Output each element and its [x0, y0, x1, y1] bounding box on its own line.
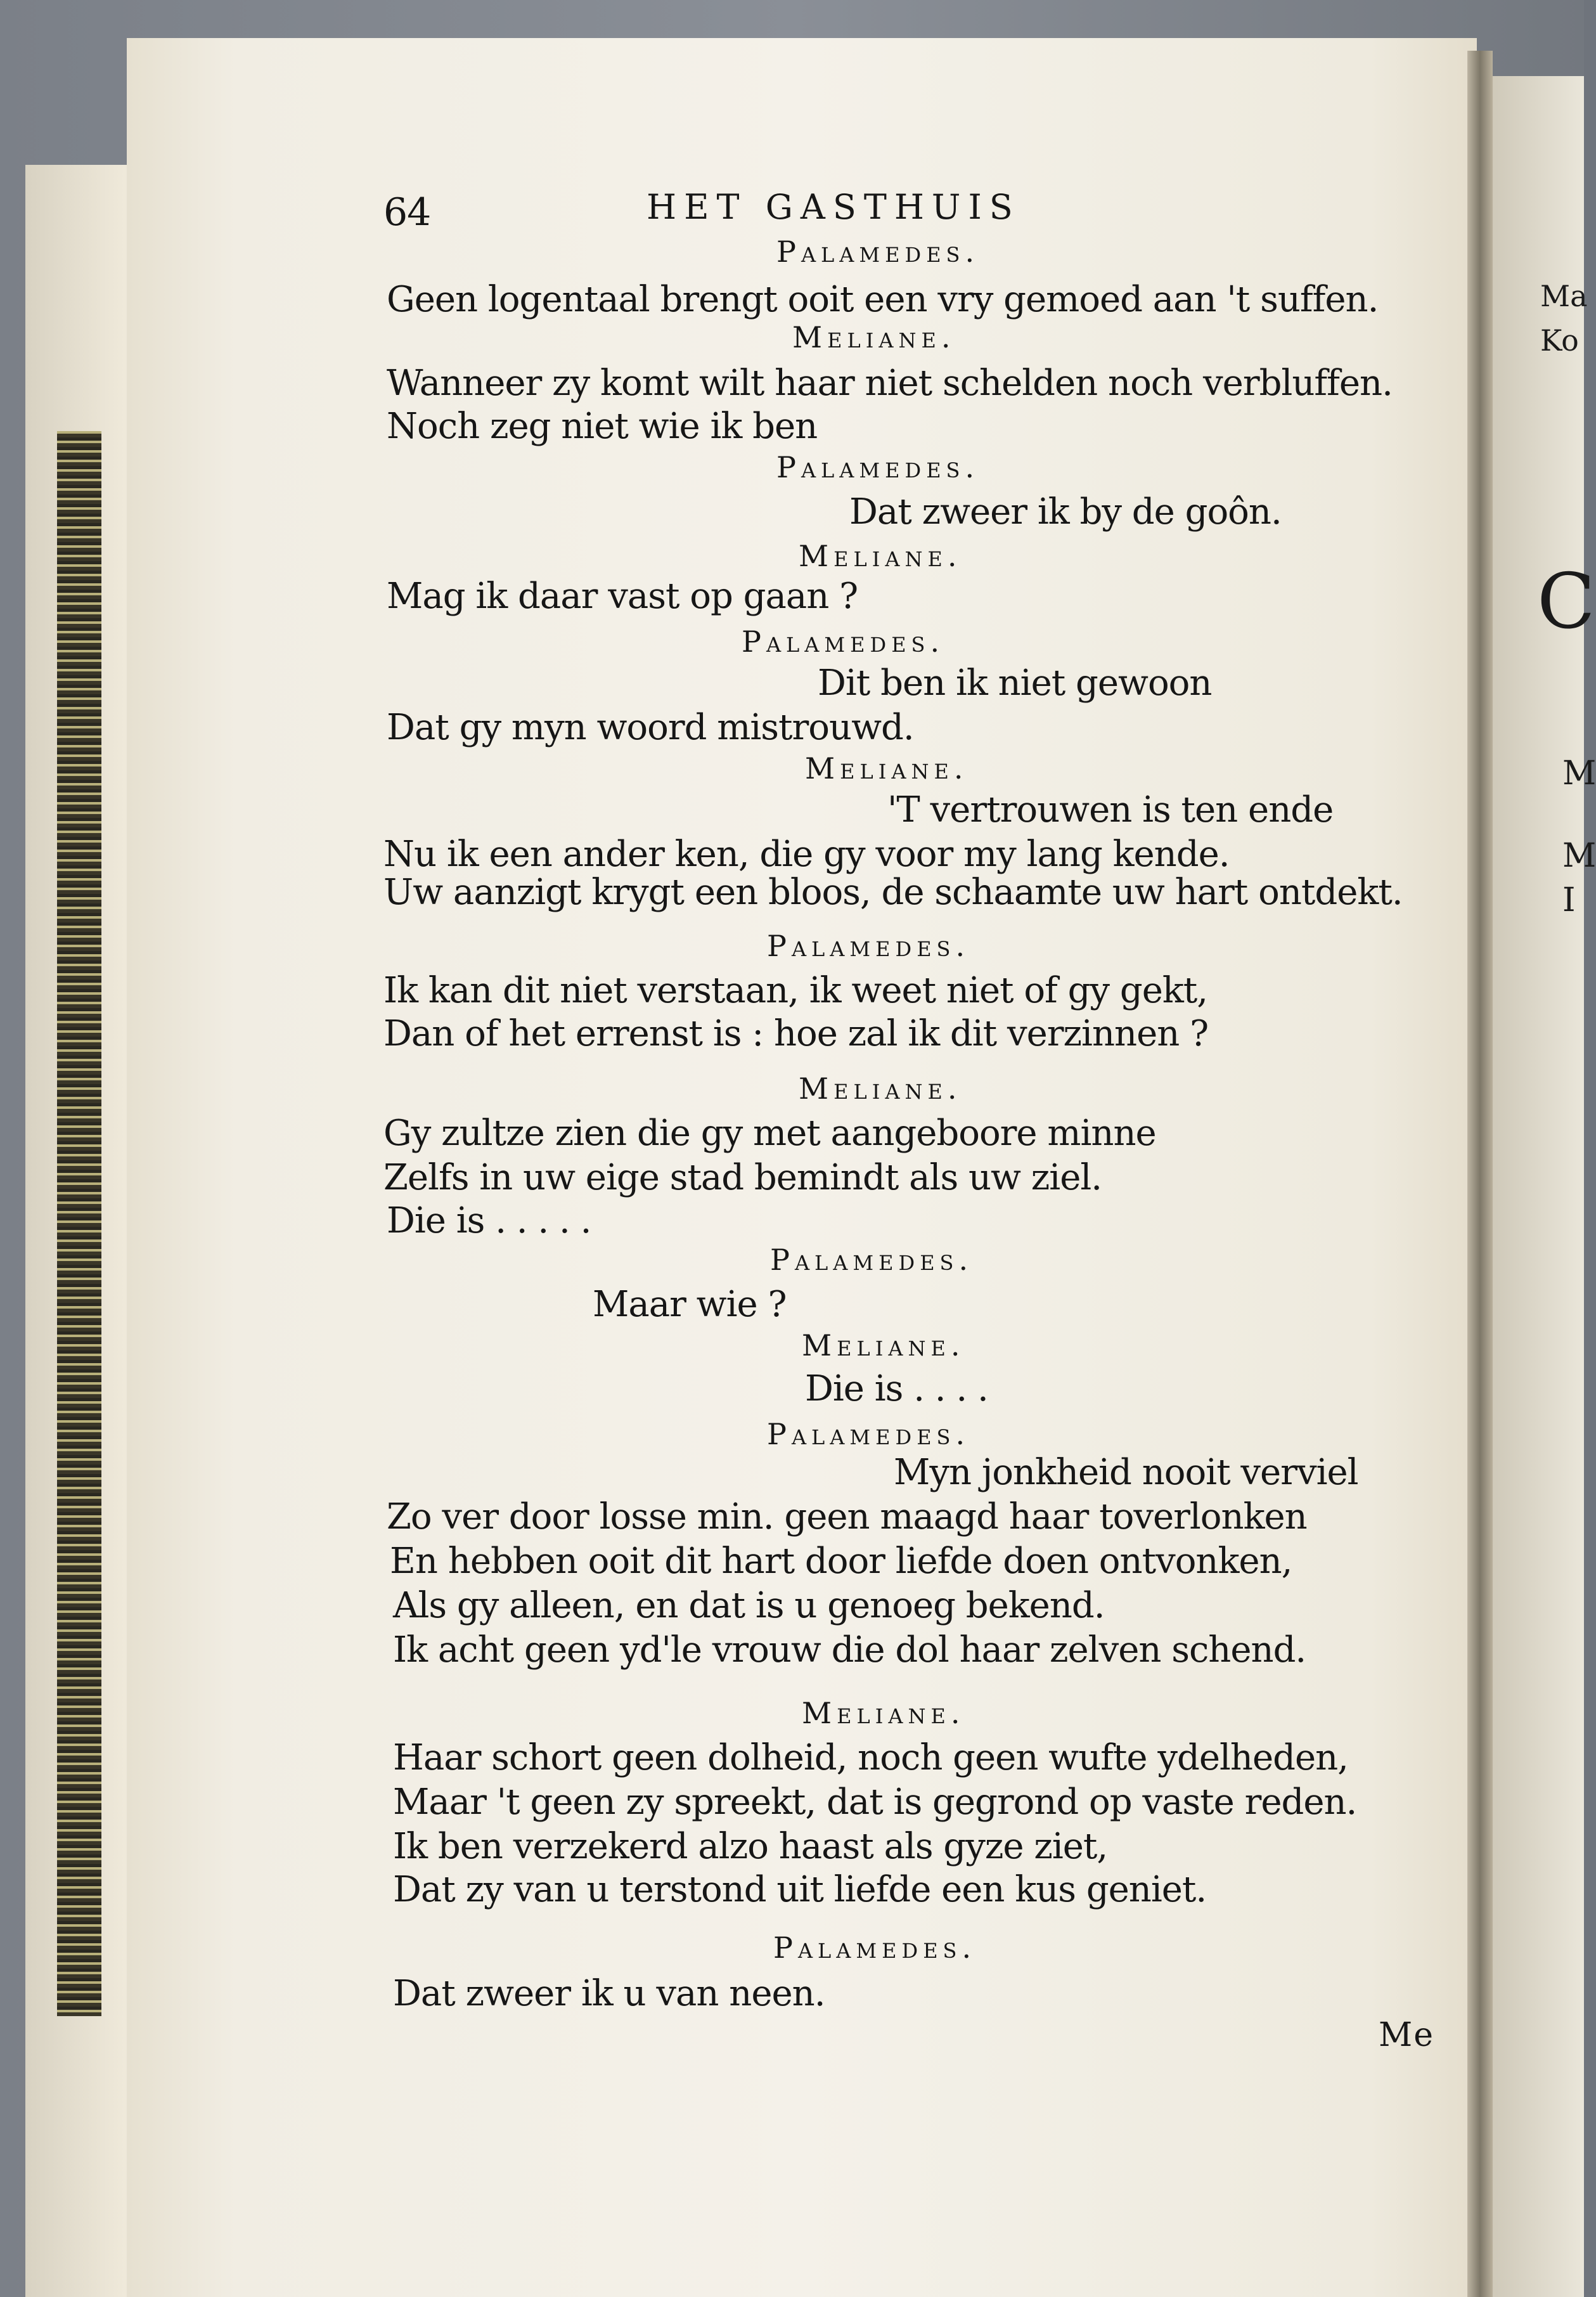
verse-line: Die is . . . . . [387, 1200, 591, 1241]
facing-page-fragment: M [1562, 754, 1596, 793]
facing-page-fragment: C [1537, 558, 1595, 646]
verse-line: Dan of het errenst is : hoe zal ik dit verzinnen ? [383, 1013, 1209, 1054]
verse-line: Ik kan dit niet verstaan, ik weet niet of gy gekt, [383, 970, 1208, 1011]
verse-line: Wanneer zy komt wilt haar niet schelden noch verbluffen. [387, 363, 1393, 404]
verse-line: Dat gy myn woord mistrouwd. [387, 707, 914, 748]
verse-line: Dat zweer ik u van neen. [393, 1973, 825, 2014]
speaker-name: Palamedes. [770, 1243, 974, 1277]
facing-page-fragment: Ko [1540, 323, 1579, 358]
verse-line: Nu ik een ander ken, die gy voor my lang kende. [383, 834, 1230, 875]
facing-page-fragment: Ma [1540, 279, 1588, 313]
facing-page-fragment: I [1562, 881, 1576, 919]
verse-line: Myn jonkheid nooit verviel [894, 1452, 1358, 1493]
verse-line: Zo ver door losse min. geen maagd haar toverlonken [387, 1496, 1307, 1537]
speaker-name: Palamedes. [767, 929, 970, 963]
verse-line: Zelfs in uw eige stad bemindt als uw ziel. [383, 1157, 1102, 1198]
verse-line: Maar 't geen zy spreekt, dat is gegrond op vaste reden. [393, 1782, 1357, 1823]
verse-line: Dat zweer ik by de goôn. [849, 491, 1282, 533]
verse-line: Ik acht geen yd'le vrouw die dol haar zelven schend. [393, 1629, 1306, 1671]
speaker-name: Palamedes. [767, 1417, 970, 1451]
verse-line: Die is . . . . [805, 1368, 988, 1409]
verse-line: Geen logentaal brengt ooit een vry gemoed aan 't suffen. [387, 279, 1379, 320]
verse-line: Dit ben ik niet gewoon [818, 663, 1212, 704]
page-edge-stripe [57, 431, 101, 2016]
facing-page [1493, 76, 1584, 2297]
speaker-name: Meliane. [802, 1328, 965, 1362]
running-head: HET GASTHUIS [647, 187, 1020, 227]
speaker-name: Meliane. [799, 539, 962, 573]
book-gutter [1467, 51, 1493, 2297]
speaker-name: Meliane. [805, 751, 969, 786]
verse-line: Gy zultze zien die gy met aangeboore minne [383, 1113, 1156, 1154]
speaker-name: Palamedes. [776, 235, 980, 269]
verse-line: Mag ik daar vast op gaan ? [387, 576, 858, 617]
verse-line: Ik ben verzekerd alzo haast als gyze ziet, [393, 1826, 1108, 1867]
verse-line: Dat zy van u terstond uit liefde een kus geniet. [393, 1869, 1207, 1910]
verse-line: Uw aanzigt krygt een bloos, de schaamte uw hart ontdekt. [383, 872, 1403, 913]
speaker-name: Palamedes. [773, 1931, 977, 1965]
speaker-name: Palamedes. [742, 624, 945, 659]
speaker-name: Palamedes. [776, 450, 980, 484]
verse-line: 'T vertrouwen is ten ende [887, 789, 1334, 831]
verse-line: En hebben ooit dit hart door liefde doen ontvonken, [390, 1541, 1292, 1582]
verse-line: Noch zeg niet wie ik ben [387, 406, 818, 447]
speaker-name: Meliane. [792, 320, 956, 354]
speaker-name: Meliane. [799, 1071, 962, 1106]
catchword: Me [1379, 2016, 1435, 2054]
verse-line: Maar wie ? [593, 1284, 787, 1325]
page-number: 64 [383, 190, 431, 235]
speaker-name: Meliane. [802, 1696, 965, 1730]
verse-line: Haar schort geen dolheid, noch geen wufte ydelheden, [393, 1737, 1348, 1778]
facing-page-fragment: M [1562, 837, 1596, 875]
verse-line: Als gy alleen, en dat is u genoeg bekend. [393, 1585, 1105, 1626]
